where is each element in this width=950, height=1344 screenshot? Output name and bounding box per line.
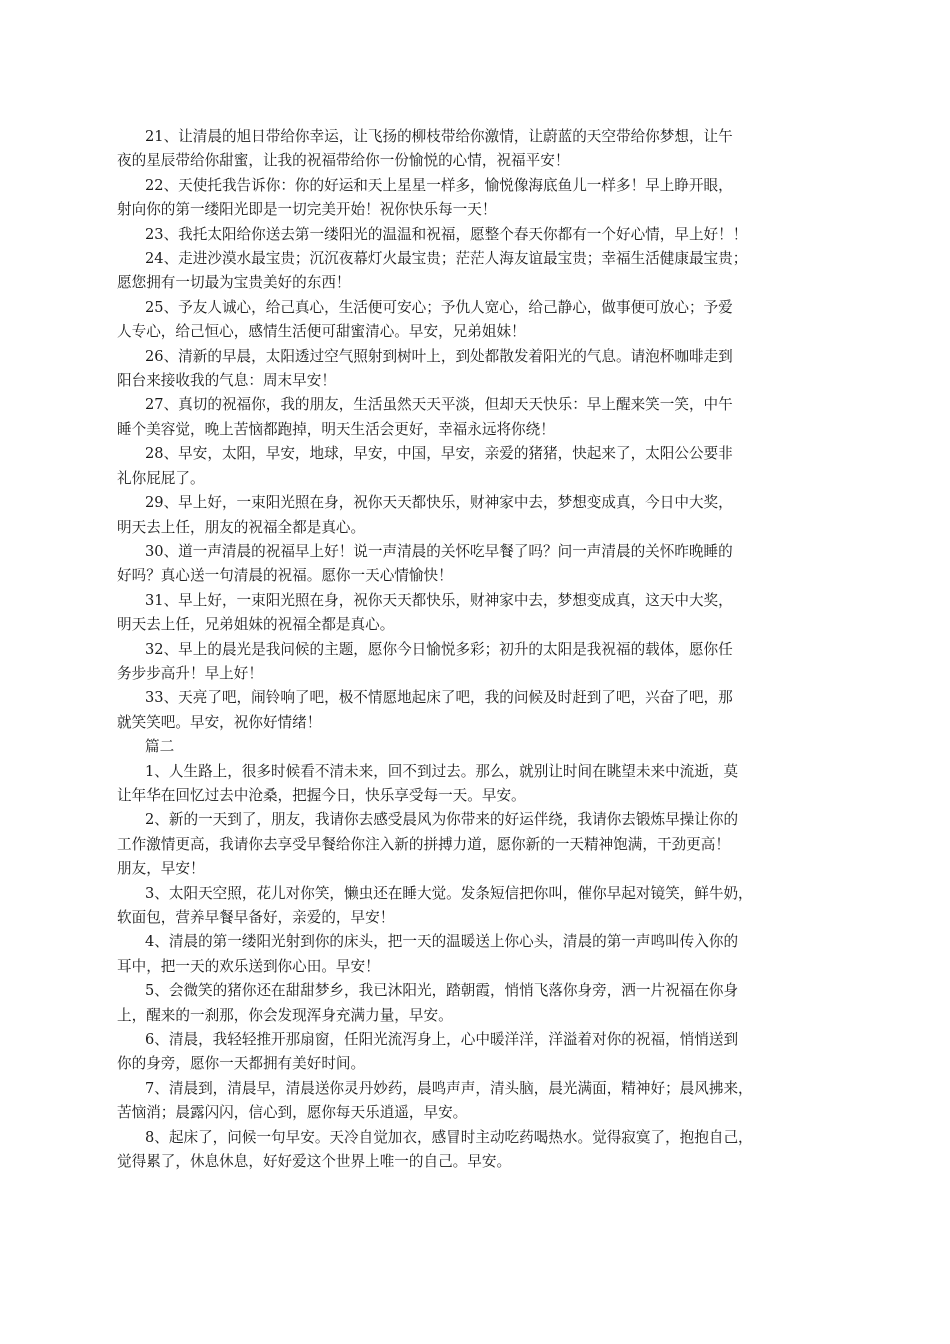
- paragraph: [117, 930, 810, 979]
- paragraph-line: 阳台来接收我的气息：周末早安！: [117, 372, 336, 390]
- paragraph-line: 上，醒来的一刹那，你会发现浑身充满力量，早安。: [117, 1006, 453, 1024]
- paragraph: [117, 882, 810, 931]
- paragraph-line: 愿您拥有一切最为宝贵美好的东西！: [117, 274, 351, 292]
- paragraph-line: 21、让清晨的旭日带给你幸运，让飞扬的柳枝带给你激情，让蔚蓝的天空带给你梦想，让午: [145, 128, 733, 145]
- paragraph-line: 29、早上好，一束阳光照在身，祝你天天都快乐，财神家中去，梦想变成真，今日中大奖，: [145, 494, 733, 512]
- paragraph: [117, 979, 810, 1028]
- paragraph-line: 明天去上任，兄弟姐妹的祝福全都是真心。: [117, 616, 395, 634]
- paragraph-line: 8、起床了，问候一句早安。天冷自觉加衣，感冒时主动吃药喝热水。觉得寂寞了，抱抱自己，: [145, 1128, 753, 1146]
- paragraph-line: 33、天亮了吧，闹铃响了吧，极不情愿地起床了吧，我的问候及时赶到了吧，兴奋了吧，那: [145, 689, 733, 707]
- paragraph: [145, 735, 810, 759]
- paragraph: [117, 247, 810, 296]
- paragraph-line: 明天去上任，朋友的祝福全都是真心。: [117, 518, 366, 536]
- paragraph: [117, 1126, 810, 1175]
- paragraph: [117, 1077, 810, 1126]
- paragraph-line: 30、道一声清晨的祝福早上好！说一声清晨的关怀吃早餐了吗？问一声清晨的关怀昨晚睡的: [145, 542, 733, 560]
- paragraph: [117, 1028, 810, 1077]
- paragraph-line: 6、清晨，我轻轻推开那扇窗，任阳光流泻身上，心中暖洋洋，洋溢着对你的祝福，悄悄送到: [145, 1031, 739, 1049]
- paragraph-line: 篇二: [145, 738, 175, 756]
- paragraph-line: 3、太阳天空照，花儿对你笑，懒虫还在睡大觉。发条短信把你叫，催你早起对镜笑，鲜牛奶，: [145, 884, 753, 902]
- paragraph-line: 2、新的一天到了，朋友，我请你去感受晨风为你带来的好运伴绕，我请你去锻炼早操让你的: [145, 811, 739, 829]
- paragraph: [117, 686, 810, 735]
- paragraph: [117, 296, 810, 345]
- paragraph-line: 你的身旁，愿你一天都拥有美好时间。: [117, 1055, 366, 1073]
- paragraph: [117, 540, 810, 589]
- paragraph-line: 26、清新的早晨，太阳透过空气照射到树叶上，到处都散发着阳光的气息。请泡杯咖啡走到: [145, 347, 733, 365]
- paragraph: [117, 589, 810, 638]
- paragraph: [117, 808, 810, 881]
- paragraph-line: 25、予友人诚心，给己真心，生活便可安心；予仇人宽心，给己静心，做事便可放心；予爱: [145, 298, 733, 316]
- paragraph-line: 觉得累了，休息休息，好好爱这个世界上唯一的自己。早安。: [117, 1153, 512, 1171]
- paragraph: [145, 223, 810, 247]
- paragraph-line: 23、我托太阳给你送去第一缕阳光的温温和祝福，愿整个春天你都有一个好心情，早上好！！: [145, 225, 748, 243]
- paragraph-line: 31、早上好，一束阳光照在身，祝你天天都快乐，财神家中去，梦想变成真，这天中大奖，: [145, 591, 733, 609]
- document-body: [117, 125, 810, 1174]
- paragraph-line: 工作激情更高，我请你去享受早餐给你注入新的拼搏力道，愿你新的一天精神饱满，干劲更高！: [117, 835, 730, 853]
- paragraph: [117, 345, 810, 394]
- paragraph-line: 22、天使托我告诉你：你的好运和天上星星一样多，愉悦像海底鱼儿一样多！早上睁开眼，: [145, 176, 733, 194]
- paragraph-line: 射向你的第一缕阳光即是一切完美开始！祝你快乐每一天！: [117, 201, 497, 219]
- paragraph: [117, 491, 810, 540]
- paragraph: [117, 174, 810, 223]
- paragraph-line: 让年华在回忆过去中沧桑，把握今日，快乐享受每一天。早安。: [117, 786, 526, 804]
- paragraph-line: 24、走进沙漠水最宝贵；沉沉夜幕灯火最宝贵；茫茫人海友谊最宝贵；幸福生活健康最宝贵；: [145, 250, 748, 268]
- paragraph-line: 人专心，给己恒心，感情生活便可甜蜜清心。早安，兄弟姐妹！: [117, 323, 526, 341]
- paragraph-line: 27、真切的祝福你，我的朋友，生活虽然天天平淡，但却天天快乐：早上醒来笑一笑，中午: [145, 396, 733, 414]
- paragraph-line: 苦恼消；晨露闪闪，信心到，愿你每天乐逍遥，早安。: [117, 1104, 468, 1122]
- paragraph-line: 软面包，营养早餐早备好，亲爱的，早安！: [117, 909, 395, 926]
- paragraph-line: 夜的星辰带给你甜蜜，让我的祝福带给你一份愉悦的心情，祝福平安！: [117, 152, 570, 170]
- paragraph-line: 5、会微笑的猪你还在甜甜梦乡，我已沐阳光，踏朝霞，悄悄飞落你身旁，洒一片祝福在你身: [145, 982, 739, 1000]
- paragraph-line: 7、清晨到，清晨早，清晨送你灵丹妙药，晨鸣声声，清头脑，晨光满面，精神好；晨风拂来，: [145, 1079, 753, 1097]
- paragraph-line: 礼你屁屁了。: [117, 469, 205, 487]
- paragraph-line: 耳中，把一天的欢乐送到你心田。早安！: [117, 957, 380, 975]
- paragraph: [117, 442, 810, 491]
- paragraph-line: 就笑笑吧。早安，祝你好情绪！: [117, 713, 322, 731]
- paragraph-line: 1、人生路上，很多时候看不清未来，回不到过去。那么，就别让时间在眺望未来中流逝，莫: [145, 762, 739, 780]
- paragraph-line: 好吗？真心送一句清晨的祝福。愿你一天心情愉快！: [117, 567, 453, 585]
- paragraph-line: 4、清晨的第一缕阳光射到你的床头，把一天的温暖送上你心头，清晨的第一声鸣叫传入你的: [145, 933, 739, 951]
- paragraph: [117, 125, 810, 174]
- paragraph-line: 务步步高升！早上好！: [117, 664, 263, 682]
- paragraph-line: 32、早上的晨光是我问候的主题，愿你今日愉悦多彩；初升的太阳是我祝福的载体，愿你任: [145, 640, 733, 658]
- paragraph: [117, 393, 810, 442]
- paragraph-line: 朋友，早安！: [117, 860, 205, 878]
- paragraph: [117, 638, 810, 687]
- paragraph: [117, 760, 810, 809]
- paragraph-line: 睡个美容觉，晚上苦恼都跑掉，明天生活会更好，幸福永远将你绕！: [117, 420, 555, 438]
- paragraph-line: 28、早安，太阳，早安，地球，早安，中国，早安，亲爱的猪猪，快起来了，太阳公公要非: [145, 445, 733, 463]
